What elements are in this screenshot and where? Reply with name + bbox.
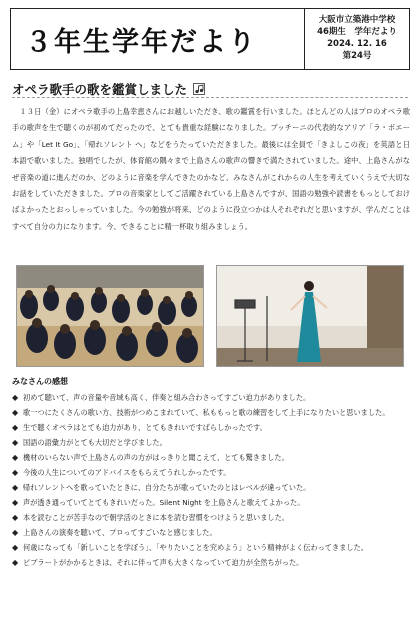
article-body: １３日（金）にオペラ歌手の上島幸恵さんにお越しいただき、歌の鑑賞を行いました。ほとんどの人はプロのオペラ歌手の歌声を生で聴くのが初めてだったので、とても貴重な経験になりました。プッチーニの代表的なアリア「ラ・ボエーム」や「Let It Go」、「帰れソレント へ」などをうたっていただきました。最後には全員で「きよしこの夜」を英語と日本語で歌いました。独唱でしたが、体育館の隅々まで上島さんの歌声の響きで満たされていました。途中、上島さんがなぜ音楽の道に進んだのか、どのように音楽を学んできたのかなど、みなさんがこれからの人生を考えていくうえで大切なお話をしていただきました。プロの音楽家としてご活躍されている上島さんですが、国語の勉強や読書をもっとしておけばよかったとおっしゃっていました。今の勉強が将来、どのように役立つかは人それぞれだと思いますが、学んだことはすべて自分の力になります。今、できることに精一杯取り組みましょう。 — [12, 107, 410, 231]
list-item: ◆ 歌一つにたくさんの歌い方、技術がつめこまれていて、私ももっと歌の練習をして上手になりたいと思いました。 — [12, 405, 410, 420]
issue-date: 2024. 12. 16 — [327, 39, 387, 49]
issue-number: 第24号 — [342, 50, 372, 61]
impressions-list — [12, 390, 410, 570]
list-item: ◆ 声が透き通っていてとてもきれいだった。Silent Night を上島さんと歌えてよかった。 — [12, 495, 410, 510]
list-item: ◆ ビブラートがかかるときは、それに伴って声も大きくなっていて迫力が全然ちがった。 — [12, 555, 410, 570]
list-item: ◆ 何歳になっても「新しいことを学ぼう」、「やりたいことを究めよう」という精神がよく伝わってきました。 — [12, 540, 410, 555]
list-item: ◆ 初めて聴いて、声の音量や音域も高く、伴奏と組み合わさってすごい迫力がありました。 — [12, 390, 410, 405]
list-item: ◆ 国語の語彙力がとても大切だと学びました。 — [12, 435, 410, 450]
list-item: ◆ 上島さんの演奏を聴いて、プロってすごいなと感じました。 — [12, 525, 410, 540]
list-item: ◆ 帰れソレントへを歌っていたときに、自分たちが歌っていたのとはレベルが違っていた。 — [12, 480, 410, 495]
heading-divider — [12, 97, 408, 98]
students-photo — [16, 265, 204, 367]
article-heading — [12, 80, 408, 98]
list-item: ◆ 機材のいらない声で上島さんの声の方がはっきりと聞こえて、とても驚きました。 — [12, 450, 410, 465]
list-item: ◆ 生で聴くオペラはとても迫力があり、とてもきれいですばらしかったです。 — [12, 420, 410, 435]
article-heading-text: オペラ歌手の歌を鑑賞しました — [12, 82, 188, 97]
newsletter-title: ３年生学年だより — [11, 9, 305, 69]
list-item: ◆ 本を読むことが苦手なので朝学活のときに本を読む習慣をつけようと思いました。 — [12, 510, 410, 525]
impressions-heading: みなさんの感想 — [12, 377, 68, 386]
list-item: ◆ 今後の人生についてのアドバイスをもらえてうれしかったです。 — [12, 465, 410, 480]
school-name: 大阪市立築港中学校 — [318, 15, 396, 26]
music-notes-icon — [193, 83, 205, 95]
singer-photo — [216, 265, 404, 367]
generation-label: 46期生 学年だより — [317, 27, 397, 38]
masthead-info — [305, 9, 409, 69]
masthead — [10, 8, 410, 70]
